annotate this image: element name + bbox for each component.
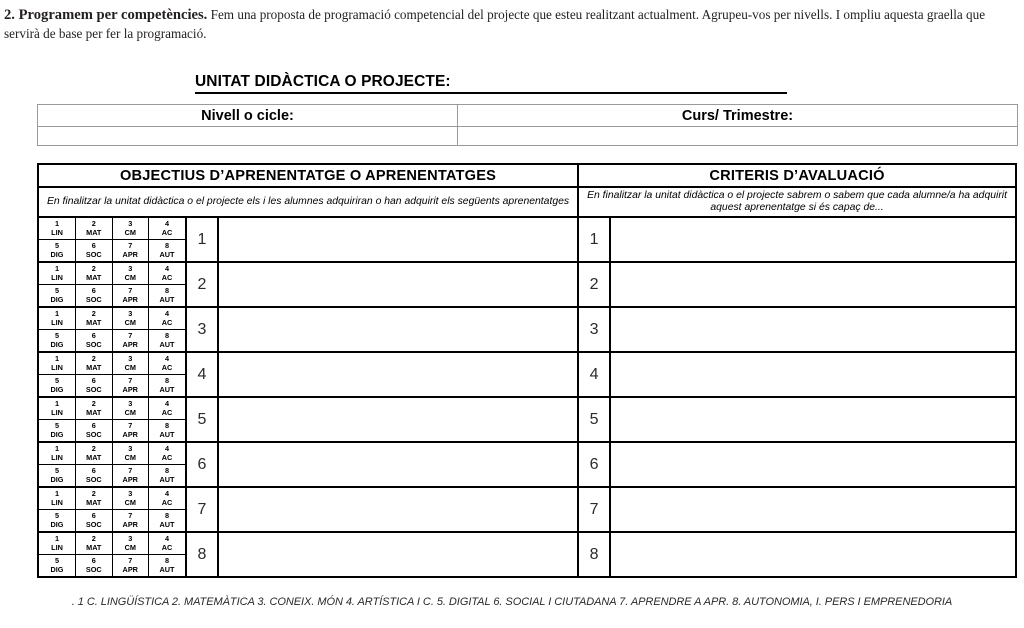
competency-cell-ac[interactable] (149, 398, 186, 420)
competency-abbr: DIG (50, 474, 64, 484)
competency-cell-lin[interactable] (39, 353, 76, 375)
competency-abbr: DIG (50, 384, 64, 394)
competency-abbr: LIN (51, 272, 63, 282)
criteria-row-number: 3 (578, 307, 610, 352)
objective-row-number: 5 (186, 397, 218, 442)
competency-cell-aut[interactable] (149, 510, 186, 532)
competency-grid-row (39, 555, 185, 577)
competency-abbr: AUT (159, 429, 175, 439)
competency-abbr: DIG (50, 564, 64, 574)
competency-abbr: AC (161, 317, 173, 327)
competency-cell-ac[interactable] (149, 443, 186, 465)
competency-abbr: AUT (159, 474, 175, 484)
competency-cell-soc[interactable] (76, 510, 113, 532)
competency-number: 7 (128, 555, 133, 565)
competency-number: 3 (128, 218, 133, 228)
competency-cell-lin[interactable] (39, 488, 76, 510)
competency-number: 5 (54, 285, 60, 295)
competency-cell-ac[interactable] (149, 218, 186, 240)
competency-number: 5 (54, 240, 60, 250)
competency-selector-grid (38, 532, 186, 577)
competency-cell-dig[interactable] (39, 285, 76, 307)
competency-number: 8 (164, 420, 170, 430)
competency-cell-soc[interactable] (76, 465, 113, 487)
competency-cell-apr[interactable] (112, 465, 149, 487)
competency-number: 3 (128, 353, 133, 363)
competency-abbr: AC (161, 362, 173, 372)
competency-number: 3 (128, 488, 133, 498)
curs-input[interactable] (458, 127, 1018, 146)
competency-abbr: LIN (51, 227, 63, 237)
competency-abbr: LIN (51, 362, 63, 372)
competency-grid-row (39, 330, 185, 352)
competency-cell-ac[interactable] (149, 353, 186, 375)
objective-row-number: 4 (186, 352, 218, 397)
competency-cell-aut[interactable] (149, 465, 186, 487)
objective-input[interactable] (218, 442, 578, 487)
competency-abbr: MAT (86, 362, 102, 372)
competency-cell-ac[interactable] (149, 308, 186, 330)
competency-abbr: AC (161, 227, 173, 237)
competency-abbr: APR (122, 429, 138, 439)
competency-number: 3 (128, 308, 133, 318)
competency-number: 1 (54, 533, 60, 543)
competency-selector-grid (38, 262, 186, 307)
competency-cell-mat[interactable] (76, 398, 113, 420)
competency-grid-row (39, 263, 185, 285)
competency-abbr: SOC (85, 429, 102, 439)
competency-cell-lin[interactable] (39, 398, 76, 420)
objective-row-number: 3 (186, 307, 218, 352)
objective-input[interactable] (218, 487, 578, 532)
curs-header: Curs/ Trimestre: (458, 105, 1018, 127)
competency-grid-row (39, 353, 185, 375)
competency-number: 4 (164, 308, 170, 318)
competency-cell-dig[interactable] (39, 465, 76, 487)
intro-paragraph (4, 6, 1020, 43)
criteria-input[interactable] (610, 487, 1016, 532)
competency-abbr: AC (161, 407, 173, 417)
competency-number: 2 (91, 353, 96, 363)
criteria-input[interactable] (610, 532, 1016, 577)
table-row (38, 262, 1016, 307)
competency-number: 4 (164, 533, 170, 543)
criteria-row-number: 2 (578, 262, 610, 307)
objective-row-number: 1 (186, 217, 218, 262)
competency-number: 1 (54, 308, 60, 318)
table-row (38, 164, 1016, 187)
intro-body: Fem una proposta de programació competencial del projecte que esteu realitzant actualment. Agrupeu-vos per nivells. I ompliu aquesta graella que servirà de base per fer la programació. (4, 7, 986, 41)
criteria-row-number: 1 (578, 217, 610, 262)
objective-row-number: 2 (186, 262, 218, 307)
competency-abbr: AUT (159, 294, 175, 304)
competency-legend: . 1 C. LINGÜÍSTICA 2. MATEMÀTICA 3. CONEIX. MÓN 4. ARTÍSTICA I C. 5. DIGITAL 6. SOCIAL I CIUTADANA 7. APRENDRE A APR. 8. AUTONOMIA, I. PERS I EMPRENEDORIA (71, 596, 953, 608)
competency-abbr: APR (122, 339, 138, 349)
competency-number: 2 (91, 398, 96, 408)
criteria-row-number: 8 (578, 532, 610, 577)
competency-cell-cm[interactable] (112, 488, 149, 510)
objective-input[interactable] (218, 352, 578, 397)
competency-number: 8 (164, 375, 170, 385)
competency-grid-row (39, 285, 185, 307)
page-title: UNITAT DIDÀCTICA O PROJECTE: (195, 73, 451, 90)
competency-number: 5 (54, 375, 60, 385)
competency-abbr: MAT (86, 497, 102, 507)
competency-number: 7 (128, 420, 133, 430)
competency-abbr: AUT (159, 384, 175, 394)
competency-cell-soc[interactable] (76, 375, 113, 397)
competency-grid-row (39, 488, 185, 510)
criteria-row-number: 6 (578, 442, 610, 487)
objectives-column-header: OBJECTIUS D’APRENENTATGE O APRENENTATGES (38, 164, 578, 187)
competency-abbr: AC (161, 452, 173, 462)
competency-cell-mat[interactable] (76, 533, 113, 555)
competency-number: 1 (54, 353, 60, 363)
competency-abbr: CM (124, 407, 136, 417)
competency-abbr: LIN (51, 542, 63, 552)
competency-number: 8 (164, 465, 170, 475)
competency-number: 6 (91, 375, 96, 385)
competency-abbr: CM (124, 272, 136, 282)
competency-cell-ac[interactable] (149, 533, 186, 555)
competency-number: 7 (128, 465, 133, 475)
competency-cell-apr[interactable] (112, 330, 149, 352)
competency-number: 6 (91, 285, 96, 295)
competency-cell-soc[interactable] (76, 420, 113, 442)
competency-number: 6 (91, 510, 96, 520)
competency-abbr: CM (124, 362, 136, 372)
objective-row-number: 7 (186, 487, 218, 532)
competency-grid-row (39, 218, 185, 240)
table-row (38, 105, 1018, 127)
criteria-row-number: 4 (578, 352, 610, 397)
competency-abbr: LIN (51, 407, 63, 417)
objective-row-number: 6 (186, 442, 218, 487)
competency-number: 4 (164, 488, 170, 498)
competency-cell-mat[interactable] (76, 218, 113, 240)
main-table-body (38, 217, 1016, 577)
competency-cell-apr[interactable] (112, 420, 149, 442)
criteria-input[interactable] (610, 442, 1016, 487)
competency-number: 3 (128, 263, 133, 273)
competency-number: 7 (128, 510, 133, 520)
competency-grid-row (39, 398, 185, 420)
nivell-header: Nivell o cicle: (38, 105, 458, 127)
competency-cell-cm[interactable] (112, 218, 149, 240)
table-row (38, 442, 1016, 487)
unit-title-row (195, 70, 787, 94)
intro-heading: 2. Programem per competències. (4, 7, 208, 23)
competency-grid-row (39, 533, 185, 555)
competency-cell-apr[interactable] (112, 285, 149, 307)
nivell-input[interactable] (38, 127, 458, 146)
competency-cell-cm[interactable] (112, 263, 149, 285)
competency-cell-cm[interactable] (112, 443, 149, 465)
table-row (38, 487, 1016, 532)
competency-cell-cm[interactable] (112, 398, 149, 420)
competency-number: 2 (91, 443, 96, 453)
competency-cell-mat[interactable] (76, 353, 113, 375)
competency-cell-mat[interactable] (76, 263, 113, 285)
competency-abbr: CM (124, 542, 136, 552)
competency-number: 6 (91, 330, 96, 340)
competency-abbr: SOC (85, 564, 102, 574)
objective-input[interactable] (218, 532, 578, 577)
competency-abbr: AC (161, 272, 173, 282)
competency-number: 3 (128, 398, 133, 408)
criteria-input[interactable] (610, 352, 1016, 397)
competency-number: 7 (128, 375, 133, 385)
competency-number: 7 (128, 240, 133, 250)
competency-cell-apr[interactable] (112, 555, 149, 577)
competency-cell-lin[interactable] (39, 443, 76, 465)
competency-number: 4 (164, 353, 170, 363)
competency-cell-aut[interactable] (149, 420, 186, 442)
competency-number: 7 (128, 330, 133, 340)
competency-cell-lin[interactable] (39, 308, 76, 330)
competency-selector-grid (38, 487, 186, 532)
competency-abbr: APR (122, 474, 138, 484)
competency-cell-mat[interactable] (76, 488, 113, 510)
competency-number: 8 (164, 330, 170, 340)
competency-cell-cm[interactable] (112, 353, 149, 375)
competency-grid-row (39, 420, 185, 442)
competency-abbr: AUT (159, 249, 175, 259)
competency-number: 5 (54, 330, 60, 340)
competency-number: 8 (164, 555, 170, 565)
criteria-row-number: 7 (578, 487, 610, 532)
competency-number: 2 (91, 263, 96, 273)
competency-number: 8 (164, 285, 170, 295)
competency-cell-aut[interactable] (149, 555, 186, 577)
competency-abbr: SOC (85, 474, 102, 484)
competency-abbr: SOC (85, 249, 102, 259)
competency-cell-dig[interactable] (39, 510, 76, 532)
objective-input[interactable] (218, 262, 578, 307)
competency-abbr: AUT (159, 519, 175, 529)
competency-grid-row (39, 308, 185, 330)
competency-number: 6 (91, 420, 96, 430)
criteria-input[interactable] (610, 262, 1016, 307)
competency-number: 1 (54, 488, 60, 498)
competency-abbr: APR (122, 294, 138, 304)
competency-cell-soc[interactable] (76, 285, 113, 307)
competency-abbr: AC (161, 542, 173, 552)
competency-abbr: CM (124, 317, 136, 327)
competency-grid-row (39, 443, 185, 465)
competency-grid-row (39, 240, 185, 262)
competency-number: 4 (164, 398, 170, 408)
competency-number: 2 (91, 308, 96, 318)
competency-number: 3 (128, 443, 133, 453)
competency-cell-dig[interactable] (39, 330, 76, 352)
competency-abbr: MAT (86, 542, 102, 552)
competency-cell-dig[interactable] (39, 375, 76, 397)
competency-number: 1 (54, 443, 60, 453)
competency-number: 4 (164, 443, 170, 453)
competency-number: 1 (54, 398, 60, 408)
competency-cell-dig[interactable] (39, 420, 76, 442)
competency-grid-row (39, 465, 185, 487)
competency-abbr: CM (124, 497, 136, 507)
competency-abbr: AUT (159, 339, 175, 349)
competency-abbr: AUT (159, 564, 175, 574)
table-row (38, 127, 1018, 146)
competency-cell-dig[interactable] (39, 555, 76, 577)
competency-abbr: MAT (86, 452, 102, 462)
competency-number: 5 (54, 555, 60, 565)
competency-abbr: MAT (86, 317, 102, 327)
competency-cell-lin[interactable] (39, 263, 76, 285)
criteria-column-header: CRITERIS D’AVALUACIÓ (578, 164, 1016, 187)
competency-selector-grid (38, 307, 186, 352)
competency-abbr: SOC (85, 519, 102, 529)
competency-cell-aut[interactable] (149, 375, 186, 397)
competency-abbr: SOC (85, 294, 102, 304)
competency-abbr: MAT (86, 227, 102, 237)
competency-number: 4 (164, 218, 170, 228)
table-row (38, 532, 1016, 577)
competency-cell-ac[interactable] (149, 488, 186, 510)
competency-selector-grid (38, 352, 186, 397)
competency-abbr: APR (122, 249, 138, 259)
competency-abbr: SOC (85, 339, 102, 349)
competency-abbr: DIG (50, 519, 64, 529)
criteria-row-number: 5 (578, 397, 610, 442)
competency-grid-row (39, 510, 185, 532)
competency-abbr: MAT (86, 272, 102, 282)
objective-input[interactable] (218, 217, 578, 262)
competency-abbr: LIN (51, 497, 63, 507)
competency-cell-soc[interactable] (76, 240, 113, 262)
competency-cell-lin[interactable] (39, 533, 76, 555)
competency-cell-cm[interactable] (112, 533, 149, 555)
competency-cell-cm[interactable] (112, 308, 149, 330)
competency-number: 8 (164, 510, 170, 520)
criteria-input[interactable] (610, 397, 1016, 442)
competency-planning-table (37, 163, 1017, 578)
objective-input[interactable] (218, 397, 578, 442)
table-row (38, 307, 1016, 352)
table-row (38, 217, 1016, 262)
level-term-table (37, 104, 1018, 146)
table-row (38, 352, 1016, 397)
competency-number: 6 (91, 555, 96, 565)
competency-cell-lin[interactable] (39, 218, 76, 240)
competency-abbr: LIN (51, 317, 63, 327)
objective-input[interactable] (218, 307, 578, 352)
competency-grid-row (39, 375, 185, 397)
competency-selector-grid (38, 442, 186, 487)
competency-number: 1 (54, 218, 60, 228)
competency-cell-aut[interactable] (149, 285, 186, 307)
competency-number: 2 (91, 488, 96, 498)
competency-cell-dig[interactable] (39, 240, 76, 262)
competency-number: 8 (164, 240, 170, 250)
competency-abbr: LIN (51, 452, 63, 462)
competency-selector-grid (38, 217, 186, 262)
main-table-head-section (38, 164, 1016, 217)
competency-number: 3 (128, 533, 133, 543)
competency-cell-apr[interactable] (112, 510, 149, 532)
competency-cell-mat[interactable] (76, 308, 113, 330)
competency-number: 5 (54, 420, 60, 430)
competency-selector-grid (38, 397, 186, 442)
competency-number: 6 (91, 240, 96, 250)
competency-abbr: MAT (86, 407, 102, 417)
criteria-input[interactable] (610, 307, 1016, 352)
competency-cell-aut[interactable] (149, 330, 186, 352)
table-row (38, 187, 1016, 217)
competency-abbr: APR (122, 564, 138, 574)
competency-number: 2 (91, 218, 96, 228)
competency-abbr: CM (124, 452, 136, 462)
objectives-column-subheader: En finalitzar la unitat didàctica o el projecte els i les alumnes adquiriran o han adquirit els següents aprenentatges (38, 187, 578, 217)
competency-cell-mat[interactable] (76, 443, 113, 465)
competency-abbr: DIG (50, 339, 64, 349)
competency-abbr: DIG (50, 249, 64, 259)
criteria-input[interactable] (610, 217, 1016, 262)
competency-cell-soc[interactable] (76, 330, 113, 352)
competency-abbr: CM (124, 227, 136, 237)
competency-cell-ac[interactable] (149, 263, 186, 285)
criteria-column-subheader: En finalitzar la unitat didàctica o el projecte sabrem o sabem que cada alumne/a ha adquirit aquest aprenentatge si és capaç de... (578, 187, 1016, 217)
competency-number: 7 (128, 285, 133, 295)
competency-number: 2 (91, 533, 96, 543)
competency-number: 5 (54, 510, 60, 520)
competency-number: 1 (54, 263, 60, 273)
competency-number: 4 (164, 263, 170, 273)
competency-number: 6 (91, 465, 96, 475)
competency-cell-apr[interactable] (112, 375, 149, 397)
competency-cell-soc[interactable] (76, 555, 113, 577)
competency-abbr: APR (122, 519, 138, 529)
competency-abbr: DIG (50, 294, 64, 304)
table-row (38, 397, 1016, 442)
competency-abbr: APR (122, 384, 138, 394)
objective-row-number: 8 (186, 532, 218, 577)
competency-abbr: DIG (50, 429, 64, 439)
competency-number: 5 (54, 465, 60, 475)
competency-cell-aut[interactable] (149, 240, 186, 262)
competency-abbr: AC (161, 497, 173, 507)
competency-cell-apr[interactable] (112, 240, 149, 262)
competency-abbr: SOC (85, 384, 102, 394)
